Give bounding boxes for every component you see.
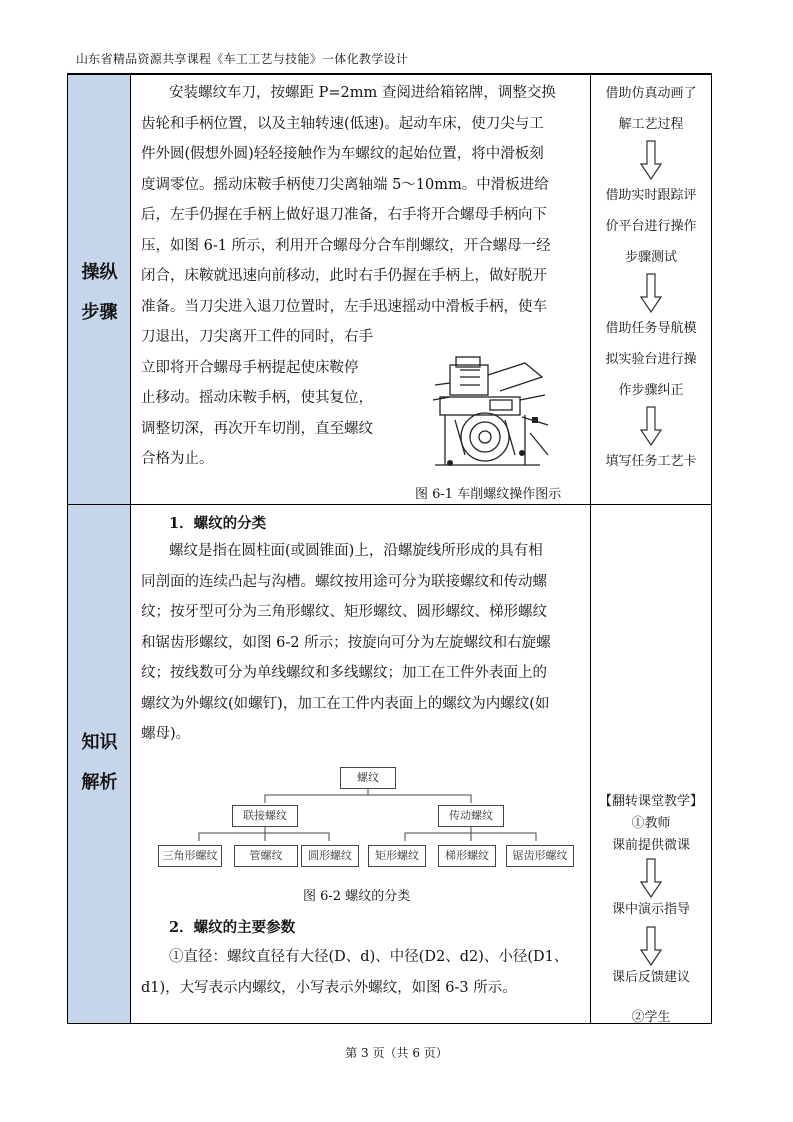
diagram-leaf-round: 圆形螺纹 — [301, 845, 359, 867]
classification-line-1: 螺纹是指在圆柱面(或圆锥面)上，沿螺旋线所形成的具有相 — [169, 543, 543, 559]
diagram-leaf-buttress: 锯齿形螺纹 — [506, 845, 574, 867]
parameters-line-2: d1)，大写表示内螺纹，小写表示外螺纹，如图 6-3 所示。 — [141, 980, 517, 996]
steps-label: 操纵 步骤 — [81, 262, 118, 323]
classification-line-7: 螺母)。 — [141, 726, 191, 742]
note-simulation-1: 借助仿真动画了 — [605, 86, 697, 101]
classification-line-4: 和锯齿形螺纹，如图 6-2 所示；按旋向可分为左旋螺纹和右旋螺 — [141, 635, 551, 651]
down-arrow-icon — [640, 857, 662, 899]
student-label: ②学生 — [631, 1010, 671, 1025]
knowledge-label: 知识 解析 — [81, 732, 118, 793]
steps-line-6: 压，如图 6-1 所示，利用开合螺母分合车削螺纹，开合螺母一经 — [141, 238, 551, 254]
section-title-parameters: 2．螺纹的主要参数 — [169, 919, 296, 936]
diagram-transmission-thread: 传动螺纹 — [438, 805, 504, 827]
teacher-after-class: 课后反馈建议 — [611, 970, 690, 985]
steps-line-7: 闭合，床鞍就迅速向前移动，此时右手仍握在手柄上，做好脱开 — [141, 268, 547, 284]
diagram-root: 螺纹 — [340, 767, 396, 789]
down-arrow-icon — [640, 406, 662, 446]
teacher-in-class: 课中演示指导 — [611, 902, 690, 917]
diagram-connection-thread: 联接螺纹 — [232, 805, 298, 827]
steps-right-notes — [591, 78, 711, 477]
parameters-line-1: ①直径：螺纹直径有大径(D、d)、中径(D2、d2)、小径(D1、 — [169, 949, 569, 965]
steps-line-11: 止移动。摇动床鞍手柄，使其复位， — [141, 390, 373, 406]
steps-line-13: 合格为止。 — [141, 451, 214, 467]
steps-line-12: 调整切深，再次开车切削，直至螺纹 — [141, 421, 373, 437]
steps-line-9: 刀退出，刀尖离开工件的同时，右手 — [141, 329, 373, 345]
note-tracking-1: 借助实时跟踪评 — [605, 188, 697, 203]
classification-line-2: 同剖面的连续凸起与沟槽。螺纹按用途可分为联接螺纹和传动螺 — [141, 574, 547, 590]
flipped-class-notes — [591, 791, 711, 1029]
note-navigation-1: 借助任务导航模 — [605, 321, 697, 336]
down-arrow-icon — [640, 925, 662, 967]
classification-line-5: 纹；按线数可分为单线螺纹和多线螺纹；加工在工件外表面上的 — [141, 665, 547, 681]
diagram-leaf-trapezoidal: 梯形螺纹 — [438, 845, 496, 867]
steps-line-5: 后，左手仍握在手柄上做好退刀准备，右手将开合螺母手柄向下 — [141, 207, 547, 223]
diagram-leaf-triangle: 三角形螺纹 — [158, 845, 222, 867]
classification-line-6: 螺纹为外螺纹(如螺钉)，加工在工件内表面上的螺纹为内螺纹(如 — [141, 696, 550, 712]
diagram-leaf-rectangular: 矩形螺纹 — [368, 845, 426, 867]
teacher-before-class: 课前提供微课 — [611, 838, 690, 853]
steps-line-4: 度调零位。摇动床鞍手柄使刀尖离轴端 5～10mm。中滑板进给 — [141, 177, 549, 193]
page-header: 山东省精品资源共享课程《车工工艺与技能》一体化教学设计 — [76, 52, 409, 66]
steps-line-1: 安装螺纹车刀，按螺距 P=2mm 查阅进给箱铭牌，调整交换 — [169, 85, 556, 101]
section-title-classification: 1．螺纹的分类 — [169, 515, 267, 532]
figure-6-2-caption: 图 6-2 螺纹的分类 — [303, 889, 411, 904]
figure-6-1-caption: 图 6-1 车削螺纹操作图示 — [415, 487, 562, 502]
page-footer: 第 3 页（共 6 页） — [345, 1046, 448, 1060]
steps-line-10: 立即将开合螺母手柄提起使床鞍停 — [141, 360, 359, 376]
lesson-table — [67, 74, 712, 1024]
note-tracking-2: 价平台进行操作 — [605, 219, 697, 234]
note-process-card: 填写任务工艺卡 — [605, 454, 697, 469]
note-simulation-2: 解工艺过程 — [618, 117, 684, 132]
teacher-label: ①教师 — [631, 816, 671, 831]
flipped-class-heading: 【翻转课堂教学】 — [598, 794, 703, 809]
note-tracking-3: 步骤测试 — [624, 250, 677, 265]
steps-line-2: 齿轮和手柄位置，以及主轴转速(低速)。起动车床，使刀尖与工 — [141, 116, 544, 132]
steps-line-8: 准备。当刀尖进入退刀位置时，左手迅速摇动中滑板手柄，使车 — [141, 299, 547, 315]
lathe-illustration — [430, 355, 550, 473]
classification-line-3: 纹；按牙型可分为三角形螺纹、矩形螺纹、圆形螺纹、梯形螺纹 — [141, 604, 547, 620]
diagram-leaf-pipe: 管螺纹 — [234, 845, 298, 867]
down-arrow-icon — [640, 140, 662, 180]
row-divider — [68, 504, 711, 505]
note-navigation-3: 作步骤纠正 — [618, 383, 684, 398]
steps-line-3: 件外圆(假想外圆)轻轻接触作为车螺纹的起始位置，将中滑板刻 — [141, 146, 544, 162]
note-navigation-2: 拟实验台进行操 — [605, 352, 697, 367]
down-arrow-icon — [640, 273, 662, 313]
